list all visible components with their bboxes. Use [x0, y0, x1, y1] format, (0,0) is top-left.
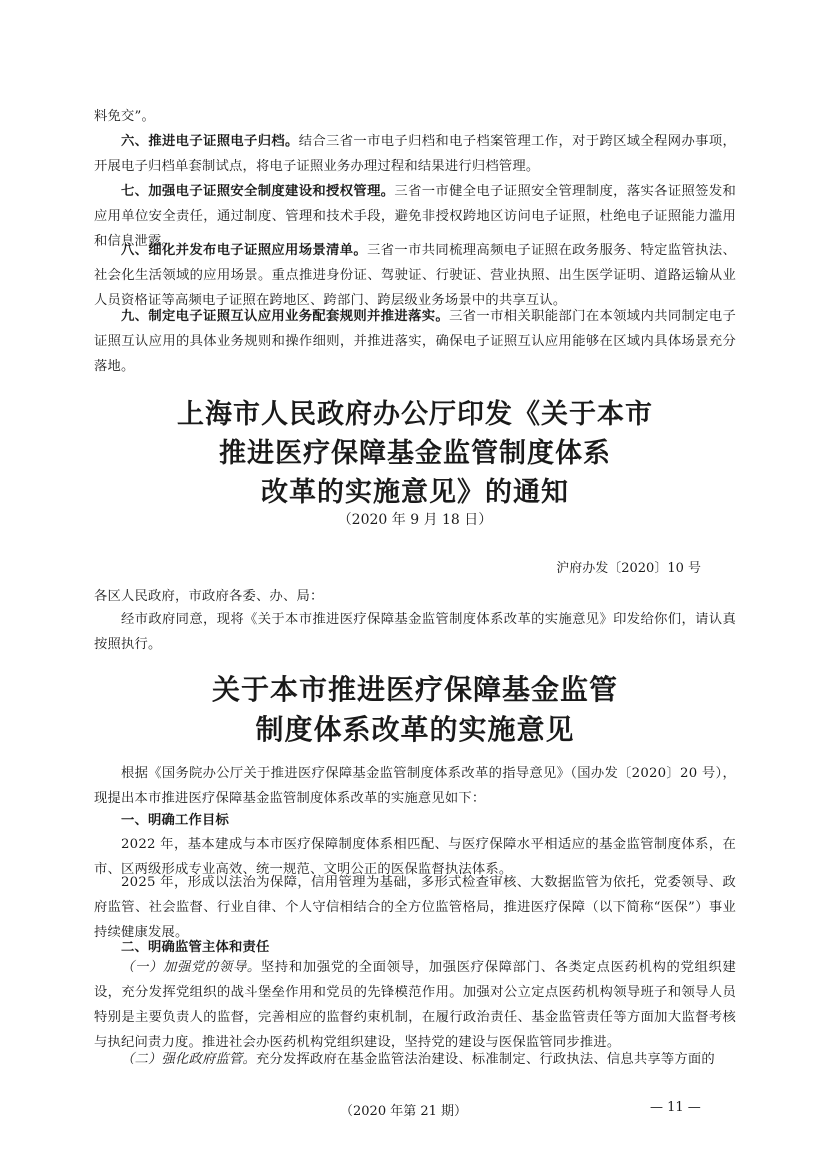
item-2-paragraph — [94, 1047, 736, 1072]
list-item — [94, 129, 736, 179]
item-heading: 八、细化并发布电子证照应用场景清单。 — [121, 243, 368, 258]
item-1-paragraph — [94, 955, 736, 1055]
notice-title-line-2: 推进医疗保障基金监管制度体系 — [219, 438, 611, 469]
page-number: — 11 — — [650, 1100, 701, 1115]
recipients: 各区人民政府，市政府各委、办、局： — [94, 589, 324, 604]
list-item — [94, 304, 736, 379]
item-body: 三省一市相关职能部门在本领域内共同制定电子证照互认应用的具体业务规则和操作细则，并推进落实，确保电子证照互认应用能够在区域内具体场景充分落地。 — [94, 309, 736, 374]
document-number: 沪府办发〔2020〕10 号 — [556, 561, 701, 576]
opinion-title-line-2: 制度体系改革的实施意见 — [255, 713, 575, 746]
item-body: 三省一市健全电子证照安全管理制度，落实各证照签发和应用单位安全责任，通过制度、管理和技术手段，避免非授权跨地区访问电子证照，杜绝电子证照能力滥用和信息泄露。 — [94, 184, 737, 249]
item-body: 结合三省一市电子归档和电子档案管理工作，对于跨区域全程网办事项，开展电子归档单套制试点，将电子证照业务办理过程和结果进行归档管理。 — [94, 134, 736, 174]
continuation-line: 料免交”。 — [94, 109, 155, 124]
item-2-heading: （二）强化政府监管。 — [121, 1052, 256, 1067]
opinion-intro: 根据《国务院办公厅关于推进医疗保障基金监管制度体系改革的指导意见》（国办发〔2020〕20 号），现提出本市推进医疗保障基金监管制度体系改革的实施意见如下： — [94, 766, 736, 806]
footer-issue: （2020 年第 21 期） — [340, 1104, 468, 1119]
section-2-heading: 二、明确监管主体和责任 — [121, 940, 270, 955]
notice-title-line-3: 改革的实施意见》的通知 — [261, 477, 569, 508]
section-1-heading: 一、明确工作目标 — [121, 813, 229, 828]
section-1-paragraph-1: 2022 年，基本建成与本市医疗保障制度体系相匹配、与医疗保障水平相适应的基金监管制度体系，在市、区两级形成专业高效、统一规范、文明公正的医保监督执法体系。 — [94, 837, 736, 877]
item-2-body: 充分发挥政府在基金监管法治建设、标准制定、行政执法、信息共享等方面的 — [255, 1052, 715, 1067]
item-heading: 六、推进电子证照电子归档。 — [121, 134, 299, 149]
notice-body: 经市政府同意，现将《关于本市推进医疗保障基金监管制度体系改革的实施意见》印发给你们，请认真按照执行。 — [94, 612, 736, 652]
item-heading: 九、制定电子证照互认应用业务配套规则并推进落实。 — [121, 309, 450, 324]
item-body: 三省一市共同梳理高频电子证照在政务服务、特定监管执法、社会化生活领域的应用场景。重点推进身份证、驾驶证、行驶证、营业执照、出生医学证明、道路运输从业人员资格证等高频电子证照在跨地区、跨部门、跨层级业务场景中的共享互认。 — [94, 243, 736, 308]
notice-title-line-1: 上海市人民政府办公厅印发《关于本市 — [177, 399, 653, 430]
section-1-paragraph-2: 2025 年，形成以法治为保障，信用管理为基础，多形式检查审核、大数据监管为依托，党委领导、政府监管、社会监督、行业自律、个人守信相结合的全方位监管格局，推进医疗保障（以下简称“医保”）事业持续健康发展。 — [94, 875, 736, 940]
item-1-heading: （一）加强党的领导。 — [121, 960, 261, 975]
notice-date: （2020 年 9 月 18 日） — [337, 512, 493, 528]
item-heading: 七、加强电子证照安全制度建设和授权管理。 — [121, 184, 395, 199]
list-item — [94, 238, 736, 313]
opinion-title-line-1: 关于本市推进医疗保障基金监管 — [211, 673, 618, 706]
item-1-body: 坚持和加强党的全面领导，加强医疗保障部门、各类定点医药机构的党组织建设，充分发挥党组织的战斗堡垒作用和党员的先锋模范作用。加强对公立定点医药机构领导班子和领导人员特别是主要负责人的监督，完善相应的监督约束机制，在履行政治责任、基金监管责任等方面加大监督考核与执纪问责力度。推进社会办医药机构党组织建设，坚持党的建设与医保监管同步推进。 — [94, 960, 736, 1050]
